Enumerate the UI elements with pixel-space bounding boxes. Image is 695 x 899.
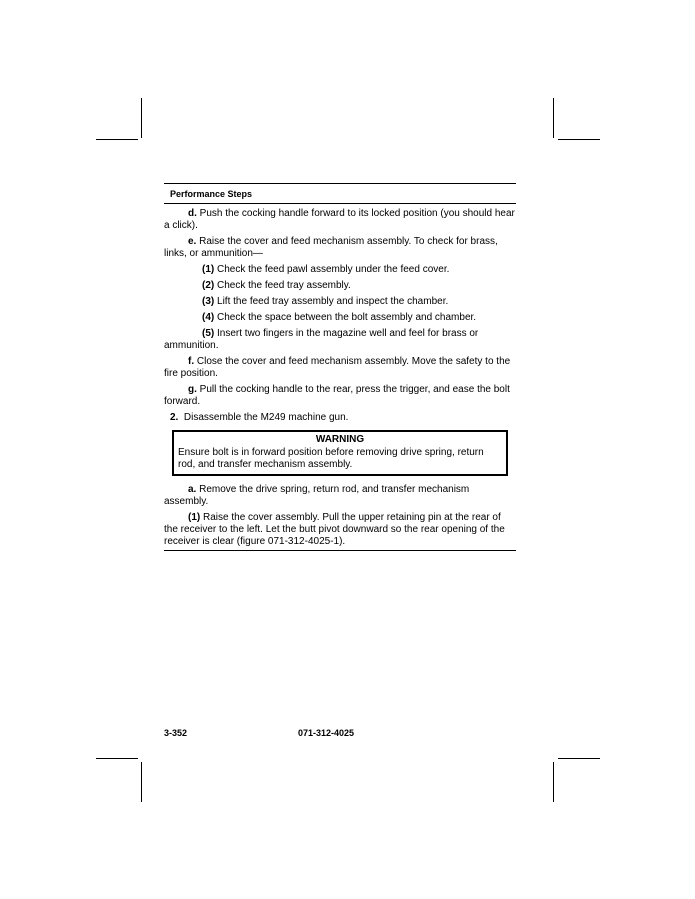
- bottom-rule: [164, 550, 516, 551]
- step-e-3: (3) Lift the feed tray assembly and inspect the chamber.: [202, 296, 449, 307]
- step-d: d. Push the cocking handle forward to its locked position (you should hear a click).: [164, 208, 515, 231]
- step-a-1: (1) Raise the cover assembly. Pull the upper retaining pin at the rear of the receiver to the left. Let the butt pivot downward so the rear opening of the receiver is clear (figure 071-312-4025-1).: [164, 512, 505, 547]
- step-e-5: (5) Insert two fingers in the magazine well and feel for brass or ammunition.: [164, 328, 479, 351]
- crop-mark-top-right-h: [558, 139, 600, 140]
- step-e-4: (4) Check the space between the bolt assembly and chamber.: [202, 312, 477, 323]
- page-number: 3-352: [164, 728, 188, 738]
- warning-text: Ensure bolt is in forward position before removing drive spring, return rod, and transfer mechanism assembly.: [178, 447, 484, 470]
- step-g: g. Pull the cocking handle to the rear, press the trigger, and ease the bolt forward.: [164, 384, 510, 407]
- task-code: 071-312-4025: [298, 728, 355, 738]
- crop-mark-bottom-left-h: [96, 758, 138, 759]
- step-e: e. Raise the cover and feed mechanism assembly. To check for brass, links, or ammunition—: [164, 236, 498, 259]
- crop-mark-top-left-h: [96, 139, 138, 140]
- step-f: f. Close the cover and feed mechanism assembly. Move the safety to the fire position.: [164, 356, 511, 379]
- crop-mark-bottom-left-v: [141, 762, 142, 802]
- crop-mark-bottom-right-v: [553, 762, 554, 802]
- document-content: [164, 183, 516, 551]
- crop-mark-bottom-right-h: [558, 758, 600, 759]
- header-rule: [164, 203, 516, 204]
- crop-mark-top-left-v: [141, 98, 142, 138]
- section-header: Performance Steps: [170, 189, 253, 199]
- warning-box: [172, 430, 508, 476]
- step-e-1: (1) Check the feed pawl assembly under the feed cover.: [202, 264, 450, 275]
- warning-title: WARNING: [315, 434, 365, 445]
- step-e-2: (2) Check the feed tray assembly.: [202, 280, 351, 291]
- crop-mark-top-right-v: [553, 98, 554, 138]
- step-a: a. Remove the drive spring, return rod, and transfer mechanism assembly.: [164, 484, 470, 507]
- step-2: 2. Disassemble the M249 machine gun.: [170, 412, 349, 423]
